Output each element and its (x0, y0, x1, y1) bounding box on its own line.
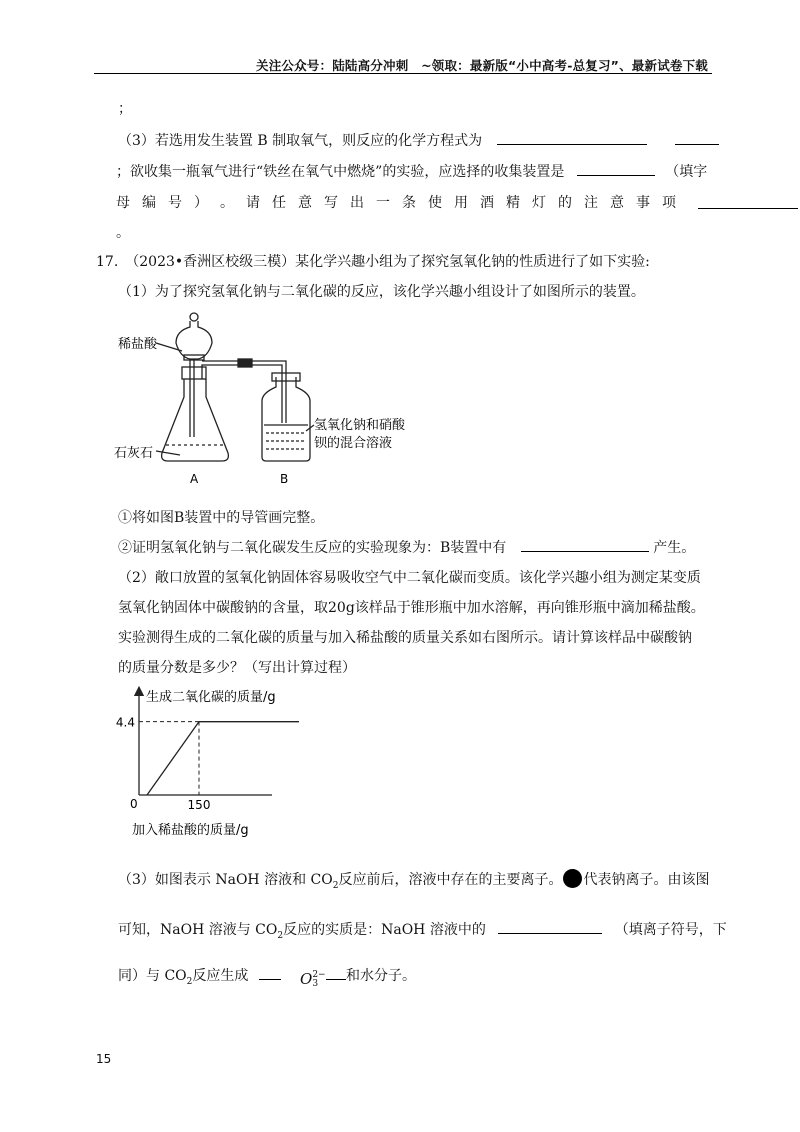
q16-line5-char: 的 (558, 195, 572, 211)
carbonate-ion-fragment (300, 970, 326, 989)
carbonate-ion-charge: 2− (312, 970, 326, 980)
q16-line5-char: 出 (350, 195, 364, 211)
conical-flask-a (162, 379, 229, 461)
q17-item2 (118, 537, 695, 557)
q17-product-blank-2 (326, 965, 346, 980)
carbonate-ion-o: O (300, 970, 313, 988)
q17-product-blank-1 (259, 965, 281, 980)
chart-origin-label: 0 (130, 797, 138, 811)
q16-line5-char: 。 (220, 195, 234, 211)
q17-part3-line3-tail (326, 965, 416, 985)
q16-collect-text: ；欲收集一瓶氧气进行“铁丝在氧气中燃烧”的实验，应选择的收集装置是 (116, 164, 565, 180)
acid-pointer (156, 343, 182, 351)
q16-line5-char: 事 (636, 195, 650, 211)
q16-semicolon: ； (118, 101, 132, 117)
chart-y-label: 生成二氧化碳的质量/g (146, 690, 276, 705)
q17-part3-line2-a: 可知，NaOH 溶液与 CO (118, 922, 278, 938)
q16-line5-char: 条 (402, 195, 416, 211)
q16-equation-blank-2 (675, 130, 719, 145)
q16-caution-blank-wrap (698, 194, 798, 213)
label-apparatus-b: B (280, 472, 289, 486)
q17-part3-line3-b: 反应生成 (192, 968, 249, 984)
q17-part3-line2-b: 反应的实质是：NaOH 溶液中的 (283, 922, 486, 938)
limestone-pointer (156, 451, 180, 455)
co2-subscript-3: 2 (186, 976, 193, 987)
q17-item2-text-b: 产生。 (653, 540, 696, 556)
q16-line5 (116, 192, 676, 212)
q16-collect-blank (577, 161, 655, 176)
q16-equation-blank (497, 130, 647, 145)
q16-line5-char: 项 (662, 195, 676, 211)
page-header: 关注公众号：陆陆高分冲刺 ~领取：最新版“小中高考-总复习”、最新试卷下载 (256, 58, 708, 73)
q16-line5-char: 意 (610, 195, 624, 211)
label-limestone: 石灰石 (114, 446, 154, 461)
q17-part3-line1-c: 代表钠离子。由该图 (583, 872, 710, 888)
q16-line5-char: 任 (272, 195, 286, 211)
q16-line5-char: 灯 (532, 195, 546, 211)
q16-line5-char: 编 (142, 195, 156, 211)
q17-item1: ①将如图B装置中的导管画完整。 (118, 510, 325, 526)
q16-line5-char: 写 (324, 195, 338, 211)
apparatus-diagram (110, 305, 430, 495)
delivery-tube-a (202, 361, 238, 379)
q16-line5-char: 注 (584, 195, 598, 211)
q16-line5-char: 意 (298, 195, 312, 211)
q17-part1: （1）为了探究氢氧化钠与二氧化碳的反应，该化学兴趣小组设计了如图所示的装置。 (118, 284, 645, 300)
q17-item2-blank (521, 537, 649, 552)
q17-part2-line4: 的质量分数是多少？（写出计算过程） (118, 660, 356, 676)
chart-y-tick-label: 4.4 (115, 715, 135, 730)
q16-line5-char: 母 (116, 195, 130, 211)
label-dilute-acid: 稀盐酸 (118, 337, 158, 352)
q16-part3-line (118, 130, 719, 150)
header-rule (94, 73, 712, 74)
label-solution-line1: 氢氧化钠和硝酸 (314, 418, 406, 433)
chart-x-label: 加入稀盐酸的质量/g (132, 823, 249, 838)
carbonate-ion-subscript: 3 (312, 979, 319, 989)
q17-part2-line3: 实验测得生成的二氧化碳的质量与加入稀盐酸的质量关系如右图所示。请计算该样品中碳酸钠 (118, 630, 692, 646)
sodium-ion-icon (563, 869, 582, 888)
q17-part3-line1-a: （3）如图表示 NaOH 溶液和 CO (118, 872, 333, 888)
page-number: 15 (96, 1052, 112, 1066)
q16-line5-char: 一 (376, 195, 390, 211)
q16-line5-char: 使 (428, 195, 442, 211)
q16-line5-char: 精 (506, 195, 520, 211)
q16-end-period: 。 (116, 225, 130, 241)
q16-caution-blank (698, 194, 798, 209)
q17-part3-line3-c: 和水分子。 (346, 968, 416, 984)
q17-ion-blank (498, 919, 602, 934)
q17-title: 17. （2023•香洲区校级三模）某化学兴趣小组为了探究氢氧化钠的性质进行了如下实验: (96, 254, 650, 270)
label-apparatus-a: A (190, 472, 199, 486)
q16-line5-char: 号 (168, 195, 182, 211)
q17-part3-line2-c: （填离子符号，下 (614, 922, 727, 938)
co2-subscript: 2 (332, 880, 339, 891)
co2-mass-chart (112, 685, 342, 845)
q17-part2-line2: 氢氧化钠固体中碳酸钠的含量，取20g该样品于锥形瓶中加水溶解，再向锥形瓶中滴加稀盐酸。 (118, 600, 705, 616)
q16-line5-char: ） (194, 195, 208, 211)
q16-line5-char: 用 (454, 195, 468, 211)
delivery-tube-b (252, 361, 286, 423)
q16-collect-text-b: （填字 (665, 164, 708, 180)
label-solution-line2: 钡的混合溶液 (314, 436, 393, 451)
q16-part3-text: （3）若选用发生装置 B 制取氧气，则反应的化学方程式为 (118, 133, 483, 149)
q16-line5-chars (116, 192, 676, 212)
q17-part3-line2 (118, 919, 727, 941)
q17-part3-line1 (118, 869, 709, 891)
q16-collect-line (116, 161, 707, 181)
chart-x-tick-label: 150 (187, 798, 211, 812)
chart-series-line (147, 722, 299, 795)
q17-item2-text: ②证明氢氧化钠与二氧化碳发生反应的实验现象为：B装置中有 (118, 540, 507, 556)
q17-part2-line1: （2）敞口放置的氢氧化钠固体容易吸收空气中二氧化碳而变质。该化学兴趣小组为测定某变质 (118, 570, 701, 586)
q16-line5-char: 请 (246, 195, 260, 211)
co2-subscript-2: 2 (277, 930, 284, 941)
rubber-connector (238, 359, 252, 367)
q17-part3-line3 (118, 965, 281, 987)
q17-part3-line1-b: 反应前后，溶液中存在的主要离子。 (338, 872, 563, 888)
q17-part3-line3-a: 同）与 CO (118, 968, 187, 984)
q16-line5-char: 酒 (480, 195, 494, 211)
